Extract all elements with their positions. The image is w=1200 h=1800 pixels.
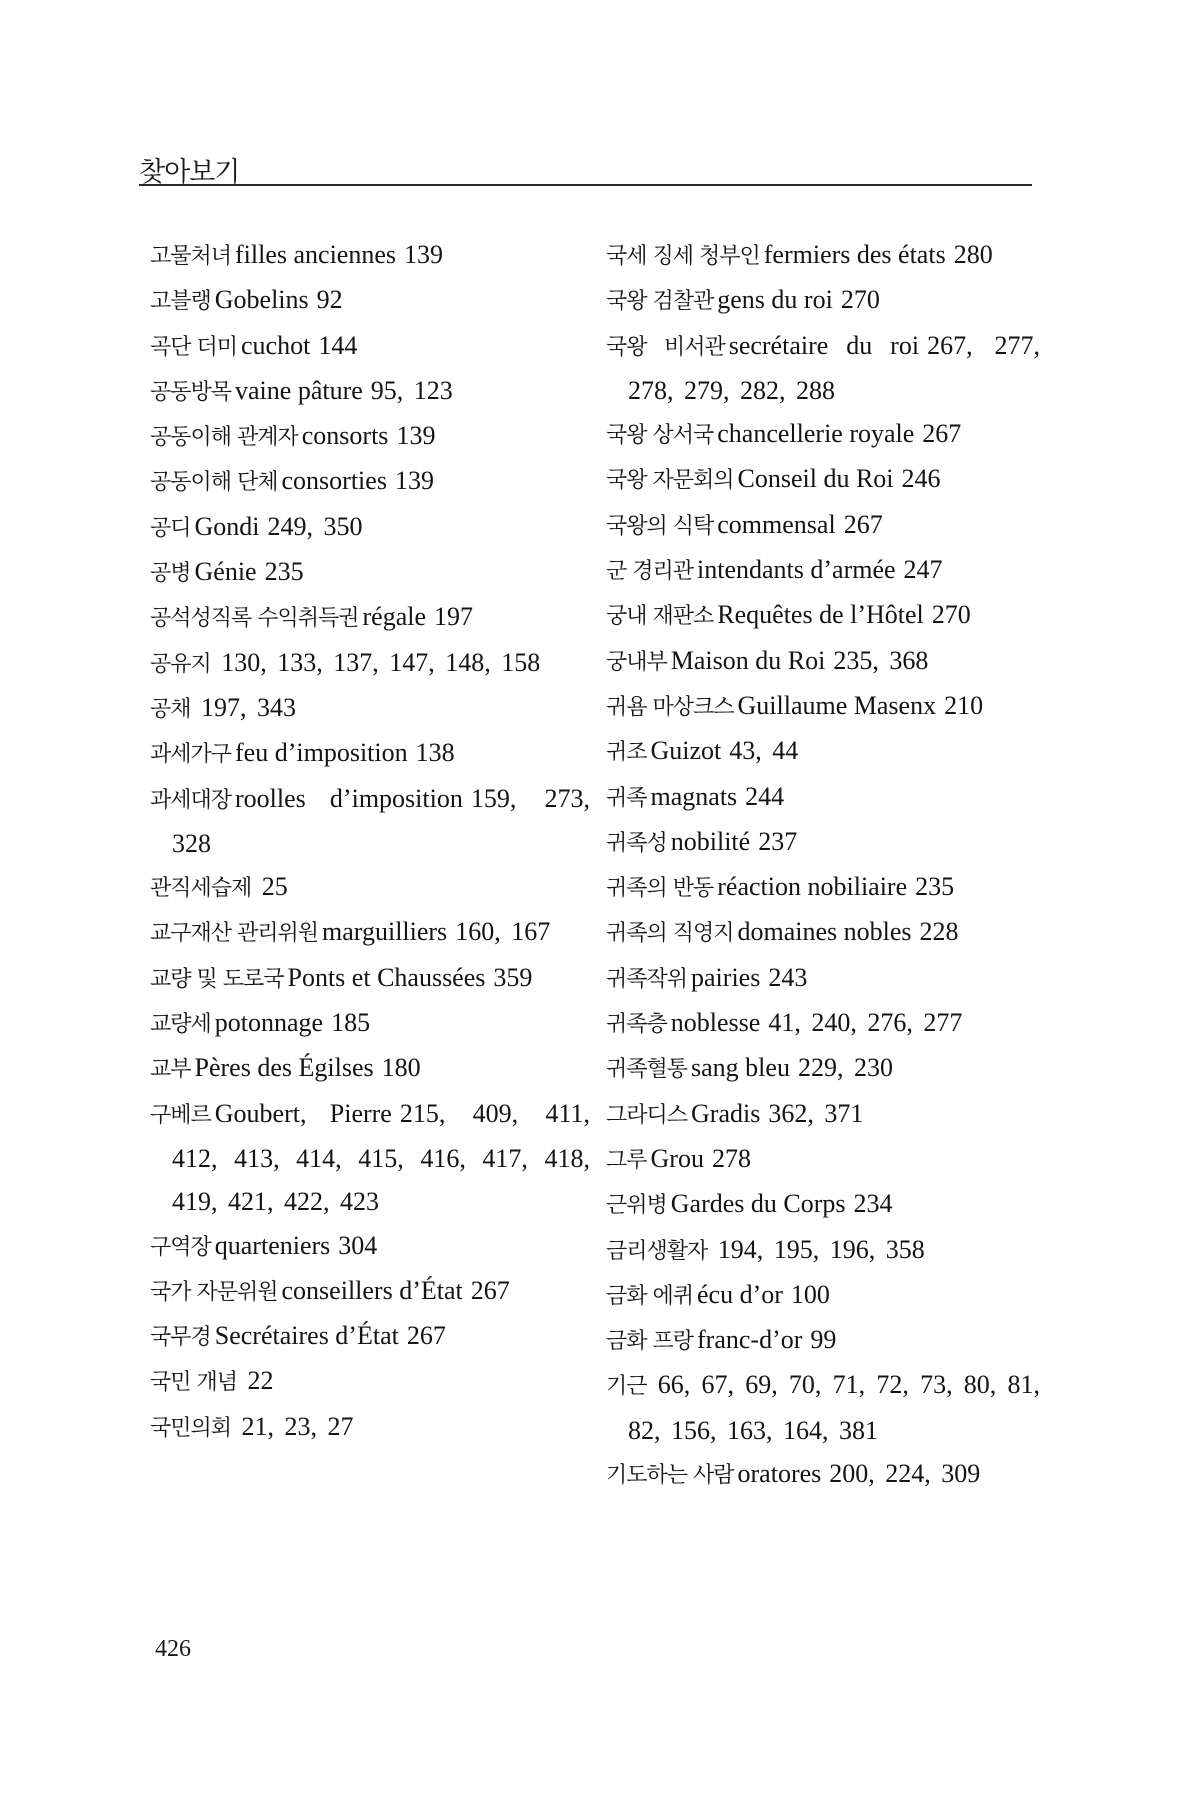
- index-entry: [150, 956, 590, 1001]
- index-term-french: réaction nobiliaire: [717, 872, 908, 902]
- index-term-korean: 국왕 상서국: [606, 423, 714, 449]
- index-page-refs: 21, 23, 27: [241, 1411, 354, 1441]
- index-term-french: Génie: [194, 557, 257, 587]
- index-page-refs: 270: [931, 600, 971, 630]
- index-term-korean: 곡단 더미: [150, 334, 238, 360]
- index-entry: [606, 956, 1040, 1001]
- index-term-korean: 근위병: [606, 1193, 667, 1219]
- page-header-title: 찾아보기: [139, 157, 240, 188]
- index-term-french: conseillers d’État: [281, 1275, 463, 1305]
- index-entry: [150, 369, 590, 414]
- index-term-french: écu d’or: [697, 1279, 783, 1309]
- index-entry: [150, 1001, 590, 1046]
- index-page-refs: 362, 371: [768, 1098, 864, 1128]
- index-entry: [150, 233, 590, 278]
- index-page-refs: 22: [247, 1366, 274, 1396]
- index-term-korean: 귀조: [606, 740, 647, 766]
- index-term-french: marguilliers: [322, 917, 448, 947]
- index-page-refs: 130, 133, 137, 147, 148, 158: [221, 647, 541, 677]
- index-page-refs: 304: [338, 1230, 378, 1260]
- index-term-korean: 군 경리관: [606, 559, 694, 585]
- index-entry: [606, 1092, 1040, 1137]
- index-term-korean: 교부: [150, 1057, 191, 1083]
- index-term-korean: 공유지: [150, 651, 211, 677]
- index-term-french: filles anciennes: [235, 240, 397, 269]
- index-term-french: Gradis: [691, 1098, 761, 1128]
- index-term-korean: 국민의회: [150, 1415, 232, 1441]
- index-term-french: quarteniers: [214, 1230, 331, 1260]
- index-term-french: Conseil du Roi: [737, 464, 894, 494]
- index-term-korean: 관직세습제: [150, 876, 252, 902]
- index-page-refs: 138: [415, 738, 455, 768]
- index-page-refs: 197, 343: [201, 692, 297, 722]
- index-term-korean: 귀족의 직영지: [606, 921, 734, 947]
- index-term-french: vaine pâture: [235, 375, 363, 405]
- index-term-french: roolles d’imposition: [235, 783, 463, 813]
- index-page-refs: 99: [810, 1325, 837, 1355]
- index-entry: [150, 324, 590, 369]
- index-term-french: franc-d’or: [697, 1325, 803, 1355]
- index-term-korean: 귀욤 마상크스: [606, 694, 734, 720]
- index-term-korean: 공디: [150, 515, 191, 541]
- index-page-refs: 200, 224, 309: [829, 1459, 981, 1489]
- index-page-refs: 25: [261, 872, 288, 902]
- index-entry: [606, 684, 1040, 729]
- index-page-refs: 228: [919, 917, 959, 947]
- index-page-refs: 160, 167: [455, 917, 551, 947]
- index-page-refs: 237: [758, 826, 798, 856]
- index-term-korean: 공동이해 관계자: [150, 425, 298, 451]
- index-term-french: magnats: [650, 781, 738, 811]
- index-term-french: chancellerie royale: [717, 419, 915, 449]
- index-page-refs: 92: [316, 285, 343, 315]
- index-term-french: feu d’imposition: [235, 738, 408, 768]
- index-entry: [150, 865, 590, 910]
- index-page-refs: 194, 195, 196, 358: [717, 1234, 925, 1264]
- index-term-korean: 고물처녀: [150, 244, 232, 269]
- index-entry: [150, 1405, 590, 1450]
- index-entry: [150, 414, 590, 459]
- index-term-korean: 공병: [150, 561, 191, 587]
- index-term-korean: 국세 징세 청부인: [606, 244, 760, 269]
- index-entry: [606, 548, 1040, 593]
- index-entry: [606, 233, 1040, 278]
- index-page-refs: 235, 368: [833, 645, 929, 675]
- index-entry: [606, 1363, 1040, 1452]
- index-term-korean: 공동이해 단체: [150, 470, 278, 496]
- index-entry: [606, 457, 1040, 502]
- index-term-korean: 귀족: [606, 785, 647, 811]
- index-entry: [606, 775, 1040, 820]
- index-entry: [150, 1092, 590, 1224]
- index-term-korean: 구역장: [150, 1234, 211, 1260]
- index-term-korean: 교량 및 도로국: [150, 966, 284, 992]
- index-page-refs: 270: [840, 285, 880, 315]
- index-page-refs: 278: [711, 1143, 751, 1173]
- index-term-french: consorts: [301, 421, 389, 451]
- index-term-french: Ponts et Chaussées: [287, 962, 486, 992]
- index-term-french: commensal: [717, 509, 836, 539]
- index-term-korean: 과세대장: [150, 787, 232, 813]
- index-page-refs: 210: [944, 690, 984, 720]
- index-term-korean: 국왕 검찰관: [606, 289, 714, 315]
- header-rule: [139, 184, 1032, 186]
- index-entry: [150, 550, 590, 595]
- index-term-french: nobilité: [670, 826, 751, 856]
- index-term-french: Guillaume Masenx: [737, 690, 937, 720]
- index-entry: [150, 1046, 590, 1091]
- index-entry: [150, 595, 590, 640]
- index-entry: [606, 1228, 1040, 1273]
- index-entry: [150, 777, 590, 866]
- index-entry: [606, 1001, 1040, 1046]
- index-page-refs: 267, 277, 278, 279, 282, 288: [628, 330, 1041, 405]
- index-term-korean: 교량세: [150, 1012, 211, 1038]
- index-term-korean: 공석성직록 수익취득권: [150, 606, 359, 632]
- index-page-refs: 66, 67, 69, 70, 71, 72, 73, 80, 81, 82, 156, 163, 164, 381: [628, 1370, 1041, 1445]
- index-entry: [606, 1273, 1040, 1318]
- index-term-korean: 금리생활자: [606, 1238, 708, 1264]
- index-column-left: [150, 233, 590, 1450]
- index-term-korean: 금화 프랑: [606, 1329, 694, 1355]
- index-page-refs: 235: [915, 872, 955, 902]
- index-entry: [606, 1046, 1040, 1091]
- index-entry: [606, 910, 1040, 955]
- index-term-korean: 국민 개념: [150, 1370, 238, 1396]
- index-term-french: secrétaire du roi: [728, 330, 920, 360]
- index-entry: [606, 820, 1040, 865]
- index-entry: [150, 1224, 590, 1269]
- index-page-refs: 180: [381, 1053, 421, 1083]
- index-page-refs: 215, 409, 411, 412, 413, 414, 415, 416, 417, 418, 419, 421, 422, 423: [172, 1098, 590, 1217]
- index-term-french: Gardes du Corps: [670, 1189, 846, 1219]
- index-term-korean: 귀족혈통: [606, 1057, 688, 1083]
- index-entry: [606, 1137, 1040, 1182]
- index-entry: [606, 412, 1040, 457]
- index-entry: [150, 1359, 590, 1404]
- index-entry: [150, 731, 590, 776]
- index-term-korean: 금화 에퀴: [606, 1283, 694, 1309]
- index-page-refs: 235: [264, 557, 304, 587]
- index-term-korean: 귀족의 반동: [606, 876, 714, 902]
- index-term-korean: 과세가구: [150, 742, 232, 768]
- index-term-korean: 귀족작위: [606, 966, 688, 992]
- index-term-french: noblesse: [670, 1008, 761, 1038]
- index-page-refs: 243: [768, 962, 808, 992]
- index-entry: [606, 865, 1040, 910]
- index-page-refs: 359: [493, 962, 533, 992]
- index-term-korean: 공동방목: [150, 379, 232, 405]
- index-entry: [150, 278, 590, 323]
- index-term-french: Pères des Égilses: [194, 1053, 374, 1083]
- index-entry: [606, 729, 1040, 774]
- index-page-refs: 267: [406, 1321, 446, 1351]
- index-page-refs: 95, 123: [370, 375, 453, 405]
- index-term-french: gens du roi: [717, 285, 833, 315]
- index-page-refs: 139: [396, 421, 436, 451]
- index-entry: [606, 278, 1040, 323]
- index-term-korean: 기근: [606, 1374, 647, 1400]
- index-term-french: régale: [362, 602, 427, 632]
- index-page-refs: 247: [903, 555, 943, 585]
- index-term-korean: 궁내부: [606, 649, 667, 675]
- index-term-french: pairies: [691, 962, 761, 992]
- page-number: 426: [155, 1636, 191, 1662]
- index-page-refs: 139: [404, 240, 444, 269]
- index-page-refs: 267: [843, 509, 883, 539]
- index-term-french: Guizot: [650, 736, 722, 766]
- index-term-korean: 궁내 재판소: [606, 604, 714, 630]
- index-term-french: potonnage: [214, 1008, 324, 1038]
- index-term-korean: 고블랭: [150, 289, 211, 315]
- index-term-korean: 구베르: [150, 1102, 211, 1128]
- index-page-refs: 244: [745, 781, 785, 811]
- index-term-french: Goubert, Pierre: [214, 1098, 392, 1128]
- index-term-french: Secrétaires d’État: [214, 1321, 399, 1351]
- index-term-french: Gondi: [194, 511, 260, 541]
- index-page-refs: 280: [953, 240, 993, 269]
- index-term-korean: 국왕 비서관: [606, 334, 725, 360]
- index-term-french: consorties: [281, 466, 387, 496]
- index-page-refs: 234: [853, 1189, 893, 1219]
- index-page-refs: 229, 230: [797, 1053, 893, 1083]
- index-term-korean: 국왕의 식탁: [606, 513, 714, 539]
- index-term-korean: 국가 자문위원: [150, 1279, 278, 1305]
- index-term-korean: 공채: [150, 696, 191, 722]
- index-term-french: cuchot: [241, 330, 311, 360]
- index-page-refs: 100: [790, 1279, 830, 1309]
- index-page-refs: 144: [318, 330, 358, 360]
- index-entry: [150, 641, 590, 686]
- index-entry: [150, 910, 590, 955]
- index-page-refs: 197: [434, 602, 474, 632]
- index-page-refs: 41, 240, 276, 277: [768, 1008, 963, 1038]
- index-term-korean: 귀족층: [606, 1012, 667, 1038]
- index-term-korean: 그루: [606, 1147, 647, 1173]
- index-term-korean: 기도하는 사람: [606, 1463, 734, 1489]
- index-term-korean: 교구재산 관리위원: [150, 921, 319, 947]
- index-page-refs: 249, 350: [267, 511, 363, 541]
- index-page-refs: 267: [470, 1275, 510, 1305]
- index-term-french: Gobelins: [214, 285, 309, 315]
- index-page-refs: 43, 44: [729, 736, 799, 766]
- index-term-french: sang bleu: [691, 1053, 790, 1083]
- index-page-refs: 267: [922, 419, 962, 449]
- index-entry: [606, 639, 1040, 684]
- index-term-korean: 국무경: [150, 1325, 211, 1351]
- index-entry: [606, 324, 1040, 413]
- index-entry: [606, 1318, 1040, 1363]
- index-column-right: [606, 233, 1040, 1497]
- index-term-french: oratores: [737, 1459, 822, 1489]
- index-entry: [150, 686, 590, 731]
- index-page-refs: 139: [394, 466, 434, 496]
- index-term-french: Requêtes de l’Hôtel: [717, 600, 924, 630]
- index-term-french: domaines nobles: [737, 917, 912, 947]
- index-entry: [606, 503, 1040, 548]
- index-page-refs: 246: [901, 464, 941, 494]
- index-entry: [150, 505, 590, 550]
- index-term-french: Maison du Roi: [670, 645, 826, 675]
- index-entry: [606, 1182, 1040, 1227]
- index-term-korean: 그라디스: [606, 1102, 688, 1128]
- index-term-korean: 국왕 자문회의: [606, 468, 734, 494]
- index-page-refs: 185: [331, 1008, 371, 1038]
- index-term-french: intendants d’armée: [697, 555, 896, 585]
- index-entry: [150, 1314, 590, 1359]
- index-term-french: fermiers des états: [763, 240, 946, 269]
- index-entry: [150, 459, 590, 504]
- index-term-korean: 귀족성: [606, 830, 667, 856]
- index-entry: [606, 593, 1040, 638]
- index-entry: [606, 1452, 1040, 1497]
- index-term-french: Grou: [650, 1143, 704, 1173]
- index-page-refs: 159, 273, 328: [172, 783, 590, 858]
- index-entry: [150, 1269, 590, 1314]
